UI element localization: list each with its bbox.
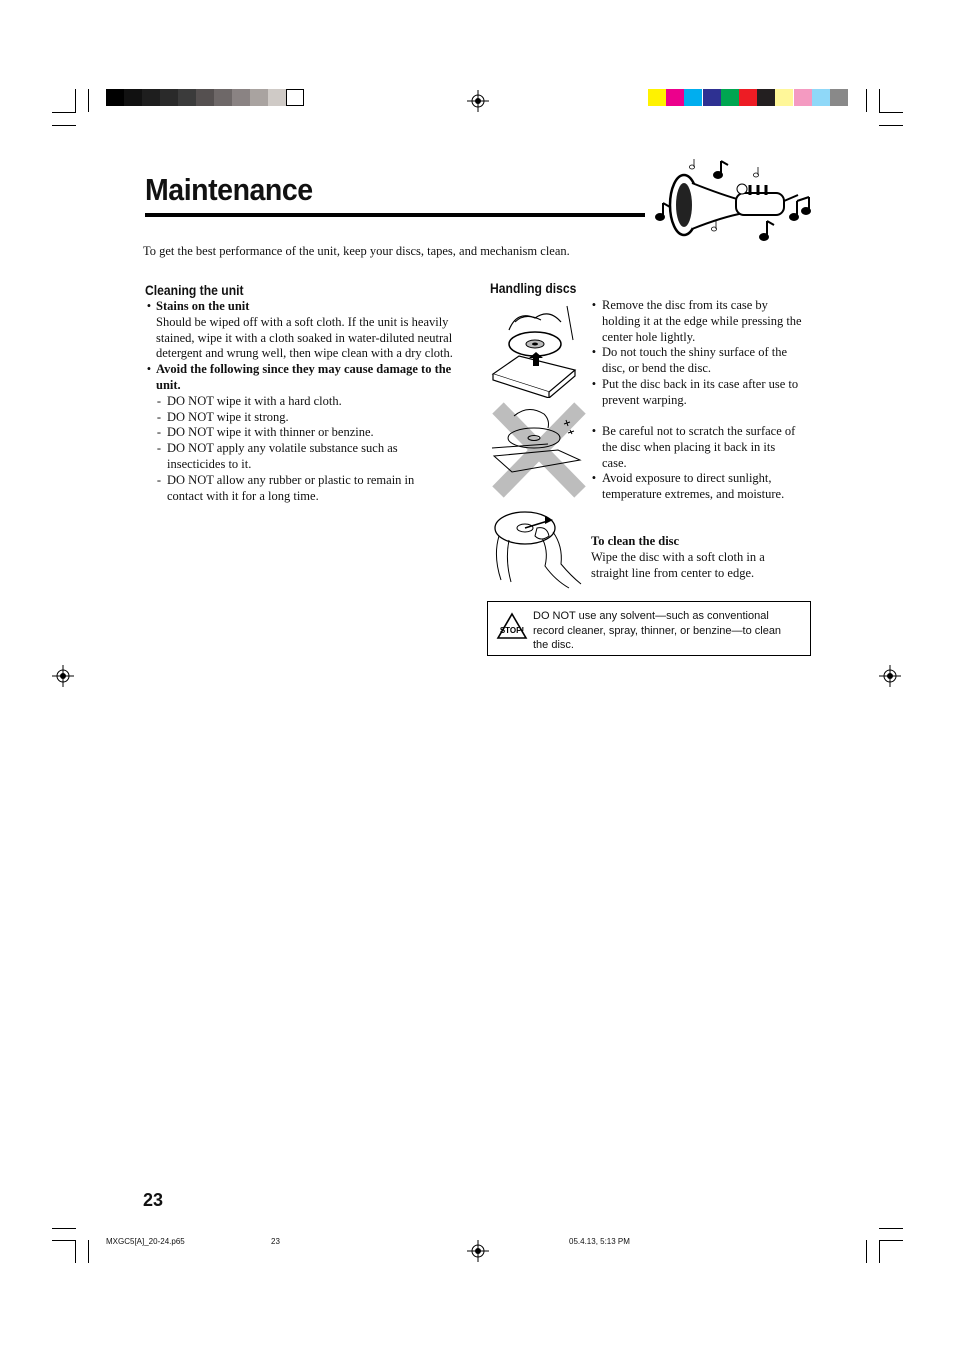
dont-item-line: contact with it for a long time.	[167, 488, 319, 503]
handling-bullet-line: case.	[602, 455, 627, 470]
registration-mark-top	[467, 90, 489, 112]
bullet: •	[591, 424, 597, 438]
bullet: •	[591, 376, 597, 391]
color-swatch	[775, 89, 793, 106]
title-rule	[145, 213, 645, 217]
bullet: •	[146, 299, 152, 313]
handling-bullet-item	[590, 471, 818, 503]
cleaning-unit-section	[143, 299, 473, 504]
dont-item-line: DO NOT wipe it strong.	[167, 409, 289, 424]
color-swatch	[794, 89, 812, 106]
page-title: Maintenance	[145, 172, 313, 207]
color-swatch	[757, 89, 775, 106]
dont-list	[143, 394, 473, 505]
stains-line: stained, wipe it with a cloth soaked in water-diluted neutral	[156, 330, 453, 345]
footer-page: 23	[271, 1237, 280, 1246]
footer-file: MXGC5[A]_20-24.p65	[106, 1237, 185, 1246]
dont-item	[143, 394, 473, 410]
bullet: •	[146, 362, 152, 377]
registration-mark-left	[52, 665, 74, 687]
dont-item-line: DO NOT apply any volatile substance such as	[167, 441, 398, 456]
bullet: •	[591, 298, 597, 312]
registration-mark-bottom	[467, 1240, 489, 1262]
gray-swatch	[196, 89, 214, 106]
dont-item-line: DO NOT wipe it with a hard cloth.	[167, 393, 342, 408]
dash-marker: -	[156, 472, 162, 487]
handling-bullet-item	[590, 377, 818, 409]
bullet: •	[591, 471, 597, 486]
color-swatch	[830, 89, 848, 106]
bullet: •	[591, 345, 597, 360]
clean-disc-label: To clean the disc	[591, 534, 680, 548]
trumpet-music-illustration	[652, 155, 814, 241]
do-not-illustration	[488, 400, 588, 500]
warning-line: the disc.	[533, 639, 574, 651]
footer-date: 05.4.13, 5:13 PM	[569, 1237, 630, 1246]
handling-bullets-top	[590, 298, 818, 409]
registration-mark-right	[879, 665, 901, 687]
stop-icon-text: STOP!	[499, 626, 525, 635]
dont-item	[143, 473, 473, 505]
gray-swatch	[106, 89, 124, 106]
clean-disc-section	[591, 534, 816, 581]
handling-bullet-line: Be careful not to scratch the surface of	[602, 424, 796, 438]
gray-swatch	[250, 89, 268, 106]
dont-item-line: insecticides to it.	[167, 456, 252, 471]
gray-swatch	[268, 89, 286, 106]
dont-item-line: DO NOT wipe it with thinner or benzine.	[167, 425, 374, 440]
dash-marker: -	[156, 425, 162, 440]
color-swatch	[812, 89, 830, 106]
stains-line: detergent and wrung well, then wipe clean with a dry cloth.	[156, 346, 453, 361]
page-number: 23	[143, 1190, 164, 1210]
gray-swatch	[160, 89, 178, 106]
handling-bullet-line: the disc when placing it back in its	[602, 439, 776, 454]
clean-disc-line: straight line from center to edge.	[591, 565, 755, 580]
stains-label: Stains on the unit	[156, 299, 250, 313]
handling-bullet-item	[590, 298, 818, 345]
gray-swatch	[178, 89, 196, 106]
stop-warning-icon	[496, 612, 528, 640]
color-swatch	[648, 89, 666, 106]
avoid-label: Avoid the following since they may cause damage to the	[156, 362, 452, 377]
handling-bullet-line: holding it at the edge while pressing the	[602, 313, 802, 328]
cleaning-unit-heading: Cleaning the unit	[145, 283, 244, 298]
dont-item	[143, 425, 473, 441]
intro-text: To get the best performance of the unit, keep your discs, tapes, and mechanism clean.	[143, 244, 570, 258]
clean-disc-line: Wipe the disc with a soft cloth in a	[591, 549, 765, 564]
avoid-label: unit.	[156, 377, 181, 392]
handling-bullet-item	[590, 345, 818, 377]
color-swatch	[739, 89, 757, 106]
warning-text	[533, 609, 805, 653]
dash-marker: -	[156, 409, 162, 424]
color-swatch	[703, 89, 721, 106]
dont-item	[143, 441, 473, 473]
handling-bullet-line: disc, or bend the disc.	[602, 361, 712, 376]
solvent-warning-box	[487, 601, 811, 656]
gray-swatch	[142, 89, 160, 106]
gray-swatch	[124, 89, 142, 106]
dash-marker: -	[156, 441, 162, 456]
gray-swatch	[232, 89, 250, 106]
dash-marker: -	[156, 393, 162, 408]
handling-bullet-line: Avoid exposure to direct sunlight,	[602, 471, 772, 486]
wipe-disc-illustration	[489, 506, 585, 592]
handling-bullet-line: center hole lightly.	[602, 329, 696, 344]
gray-swatch	[214, 89, 232, 106]
stains-line: Should be wiped off with a soft cloth. If the unit is heavily	[156, 314, 449, 329]
color-swatch	[721, 89, 739, 106]
handling-bullet-line: Do not touch the shiny surface of the	[602, 345, 788, 360]
handling-bullet-line: temperature extremes, and moisture.	[602, 487, 785, 502]
warning-line: DO NOT use any solvent—such as conventional	[533, 610, 769, 622]
dont-item-line: DO NOT allow any rubber or plastic to remain in	[167, 472, 415, 487]
color-swatch	[684, 89, 702, 106]
gray-swatch	[286, 89, 304, 106]
handling-bullets-mid	[590, 424, 818, 503]
handling-discs-heading: Handling discs	[490, 281, 577, 296]
color-swatch	[666, 89, 684, 106]
handling-bullet-item	[590, 424, 818, 471]
handling-bullet-line: prevent warping.	[602, 392, 687, 407]
dont-item	[143, 410, 473, 426]
handling-bullet-line: Remove the disc from its case by	[602, 298, 768, 312]
disc-case-illustration	[489, 300, 579, 398]
handling-bullet-line: Put the disc back in its case after use to	[602, 376, 799, 391]
warning-line: record cleaner, spray, thinner, or benzine—to clean	[533, 624, 782, 637]
